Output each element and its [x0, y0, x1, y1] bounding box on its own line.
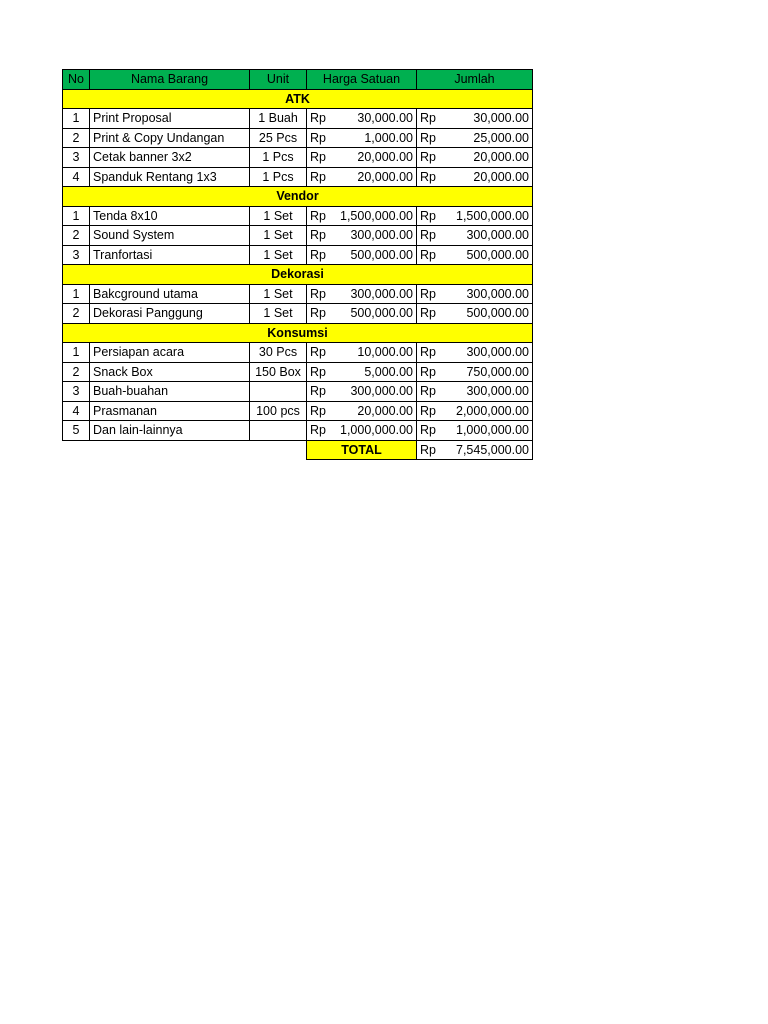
amount-currency: Rp	[417, 226, 447, 246]
amount-currency: Rp	[417, 206, 447, 226]
price-currency: Rp	[307, 167, 335, 187]
price-currency: Rp	[307, 304, 335, 324]
amount-currency: Rp	[417, 401, 447, 421]
item-no: 4	[63, 401, 90, 421]
amount-currency: Rp	[417, 382, 447, 402]
item-no: 2	[63, 304, 90, 324]
item-no: 4	[63, 167, 90, 187]
item-name: Bakcground utama	[90, 284, 250, 304]
item-row	[63, 226, 533, 246]
item-price: 20,000.00	[335, 167, 417, 187]
item-unit: 1 Buah	[250, 109, 307, 129]
item-name: Print & Copy Undangan	[90, 128, 250, 148]
section-title: ATK	[63, 89, 533, 109]
item-price: 5,000.00	[335, 362, 417, 382]
item-name: Dan lain-lainnya	[90, 421, 250, 441]
item-unit: 1 Set	[250, 304, 307, 324]
item-price: 500,000.00	[335, 304, 417, 324]
total-currency: Rp	[417, 440, 447, 460]
section-row	[63, 265, 533, 285]
amount-currency: Rp	[417, 245, 447, 265]
section-title: Dekorasi	[63, 265, 533, 285]
price-currency: Rp	[307, 206, 335, 226]
amount-currency: Rp	[417, 167, 447, 187]
price-currency: Rp	[307, 128, 335, 148]
item-unit: 1 Pcs	[250, 167, 307, 187]
item-amount: 500,000.00	[447, 245, 533, 265]
amount-currency: Rp	[417, 421, 447, 441]
item-row	[63, 304, 533, 324]
item-name: Sound System	[90, 226, 250, 246]
item-unit: 1 Set	[250, 226, 307, 246]
amount-currency: Rp	[417, 109, 447, 129]
item-unit: 1 Set	[250, 245, 307, 265]
item-row	[63, 343, 533, 363]
amount-currency: Rp	[417, 304, 447, 324]
amount-currency: Rp	[417, 284, 447, 304]
item-price: 300,000.00	[335, 382, 417, 402]
item-name: Snack Box	[90, 362, 250, 382]
item-name: Cetak banner 3x2	[90, 148, 250, 168]
item-unit: 30 Pcs	[250, 343, 307, 363]
item-amount: 1,500,000.00	[447, 206, 533, 226]
amount-currency: Rp	[417, 343, 447, 363]
item-amount: 2,000,000.00	[447, 401, 533, 421]
item-name: Prasmanan	[90, 401, 250, 421]
item-row	[63, 421, 533, 441]
section-row	[63, 89, 533, 109]
item-price: 20,000.00	[335, 148, 417, 168]
amount-currency: Rp	[417, 148, 447, 168]
item-price: 20,000.00	[335, 401, 417, 421]
item-row	[63, 245, 533, 265]
section-row	[63, 323, 533, 343]
item-amount: 300,000.00	[447, 382, 533, 402]
total-spacer	[63, 440, 307, 460]
item-price: 10,000.00	[335, 343, 417, 363]
header-harga-satuan: Harga Satuan	[307, 70, 417, 90]
price-currency: Rp	[307, 109, 335, 129]
item-amount: 300,000.00	[447, 284, 533, 304]
item-row	[63, 382, 533, 402]
item-amount: 1,000,000.00	[447, 421, 533, 441]
price-currency: Rp	[307, 148, 335, 168]
item-amount: 20,000.00	[447, 167, 533, 187]
item-no: 2	[63, 226, 90, 246]
item-row	[63, 109, 533, 129]
item-no: 1	[63, 109, 90, 129]
price-currency: Rp	[307, 284, 335, 304]
item-price: 30,000.00	[335, 109, 417, 129]
item-no: 1	[63, 284, 90, 304]
price-currency: Rp	[307, 245, 335, 265]
price-currency: Rp	[307, 401, 335, 421]
item-price: 1,500,000.00	[335, 206, 417, 226]
item-name: Tenda 8x10	[90, 206, 250, 226]
total-value: 7,545,000.00	[447, 440, 533, 460]
section-title: Konsumsi	[63, 323, 533, 343]
item-row	[63, 362, 533, 382]
price-currency: Rp	[307, 382, 335, 402]
item-no: 3	[63, 245, 90, 265]
section-row	[63, 187, 533, 207]
item-name: Buah-buahan	[90, 382, 250, 402]
item-price: 500,000.00	[335, 245, 417, 265]
item-no: 1	[63, 206, 90, 226]
price-currency: Rp	[307, 362, 335, 382]
item-name: Print Proposal	[90, 109, 250, 129]
header-row	[63, 70, 533, 90]
item-row	[63, 284, 533, 304]
item-amount: 500,000.00	[447, 304, 533, 324]
budget-table	[62, 69, 533, 460]
amount-currency: Rp	[417, 362, 447, 382]
amount-currency: Rp	[417, 128, 447, 148]
item-row	[63, 128, 533, 148]
price-currency: Rp	[307, 343, 335, 363]
header-nama-barang: Nama Barang	[90, 70, 250, 90]
item-no: 3	[63, 148, 90, 168]
item-no: 5	[63, 421, 90, 441]
item-unit: 100 pcs	[250, 401, 307, 421]
total-row	[63, 440, 533, 460]
item-unit	[250, 382, 307, 402]
item-unit	[250, 421, 307, 441]
item-price: 300,000.00	[335, 226, 417, 246]
item-row	[63, 206, 533, 226]
item-price: 1,000.00	[335, 128, 417, 148]
item-name: Tranfortasi	[90, 245, 250, 265]
item-price: 300,000.00	[335, 284, 417, 304]
item-amount: 300,000.00	[447, 343, 533, 363]
item-amount: 300,000.00	[447, 226, 533, 246]
item-row	[63, 148, 533, 168]
item-amount: 30,000.00	[447, 109, 533, 129]
item-no: 1	[63, 343, 90, 363]
item-unit: 150 Box	[250, 362, 307, 382]
item-no: 2	[63, 128, 90, 148]
item-unit: 1 Pcs	[250, 148, 307, 168]
item-amount: 25,000.00	[447, 128, 533, 148]
item-unit: 1 Set	[250, 284, 307, 304]
item-unit: 25 Pcs	[250, 128, 307, 148]
item-no: 3	[63, 382, 90, 402]
item-price: 1,000,000.00	[335, 421, 417, 441]
item-row	[63, 401, 533, 421]
item-no: 2	[63, 362, 90, 382]
section-title: Vendor	[63, 187, 533, 207]
price-currency: Rp	[307, 421, 335, 441]
header-no: No	[63, 70, 90, 90]
header-unit: Unit	[250, 70, 307, 90]
total-label: TOTAL	[307, 440, 417, 460]
item-row	[63, 167, 533, 187]
item-name: Persiapan acara	[90, 343, 250, 363]
price-currency: Rp	[307, 226, 335, 246]
item-name: Dekorasi Panggung	[90, 304, 250, 324]
header-jumlah: Jumlah	[417, 70, 533, 90]
item-name: Spanduk Rentang 1x3	[90, 167, 250, 187]
item-amount: 750,000.00	[447, 362, 533, 382]
item-unit: 1 Set	[250, 206, 307, 226]
item-amount: 20,000.00	[447, 148, 533, 168]
